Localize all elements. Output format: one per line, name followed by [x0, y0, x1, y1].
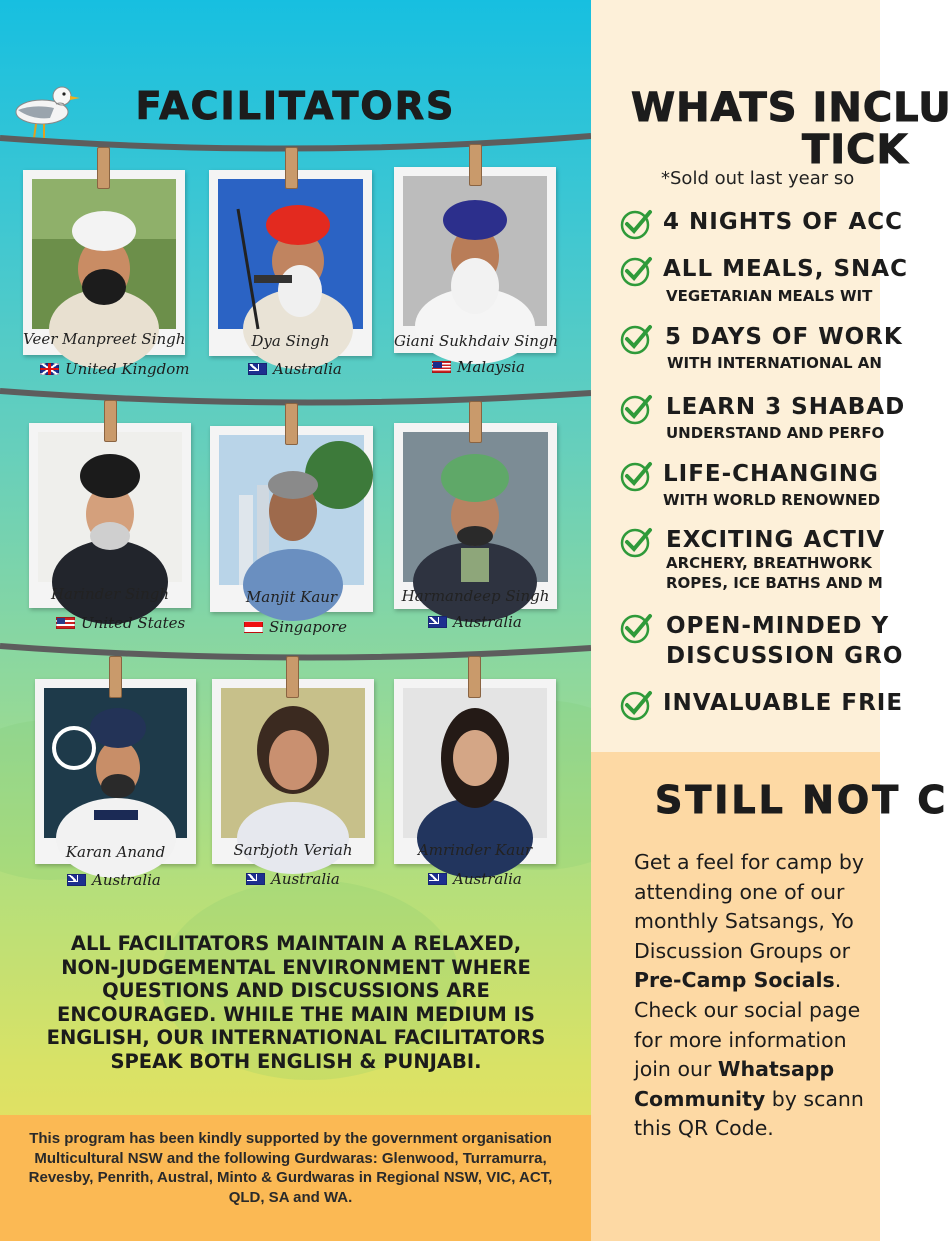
peg	[104, 400, 117, 442]
facilitator-name: Dya Singh	[251, 332, 330, 350]
facilitator-photo	[403, 176, 547, 326]
facilitator-card	[394, 167, 559, 353]
facilitator-name: Karan Anand	[65, 843, 166, 861]
peg	[285, 147, 298, 189]
still-line	[634, 1055, 894, 1085]
facilitator-photo	[219, 435, 364, 585]
usa-flag-icon	[56, 617, 75, 629]
country-label: Malaysia	[457, 358, 525, 376]
facilitator-country	[432, 358, 525, 376]
included-item-title: 5 DAYS OF WORK	[665, 324, 903, 350]
facilitators-title: FACILITATORS	[135, 84, 456, 128]
facilitator-name: Veer Manpreet Singh	[23, 330, 186, 348]
still-line: monthly Satsangs, Yo	[634, 909, 854, 934]
peg	[286, 656, 299, 698]
still-line: Check our social page	[634, 997, 861, 1022]
check-icon	[619, 392, 653, 426]
facilitator-photo	[218, 179, 363, 329]
included-item-subtitle: ARCHERY, BREATHWORK	[666, 554, 872, 572]
australia-flag-icon	[246, 873, 265, 885]
peg	[97, 147, 110, 189]
country-label: Australia	[273, 360, 342, 378]
included-item-title: LEARN 3 SHABAD	[666, 394, 906, 420]
still-line: for more information	[634, 1027, 847, 1052]
facilitator-photo	[38, 432, 182, 582]
facilitator-card	[394, 679, 556, 864]
still-line-tail: by scann	[765, 1086, 864, 1111]
facilitator-photo	[403, 688, 547, 838]
whatsapp-link[interactable]: Whatsapp	[717, 1057, 835, 1082]
facilitators-description: ALL FACILITATORS MAINTAIN A RELAXED, NON-JUDGEMENTAL ENVIRONMENT WHERE QUESTIONS AND DISCUSSIONS ARE ENCOURAGED. WHILE THE MAIN MEDIUM IS ENGLISH, OUR INTERNATIONAL FACILITATORS SPEAK BOTH ENGLISH & PUNJABI.	[46, 932, 546, 1073]
still-line-head: join our	[634, 1057, 718, 1082]
included-title-line2: TICK	[802, 127, 909, 173]
uk-flag-icon	[40, 363, 59, 375]
still-line	[634, 966, 894, 996]
facilitator-card	[210, 426, 373, 612]
peg	[469, 144, 482, 186]
check-icon	[619, 688, 653, 722]
included-item-subtitle: WITH INTERNATIONAL AN	[667, 354, 882, 372]
included-item-title: ALL MEALS, SNAC	[663, 256, 908, 282]
facilitator-country	[40, 360, 190, 378]
country-label: Australia	[453, 870, 522, 888]
included-item-subtitle: UNDERSTAND AND PERFO	[666, 424, 885, 442]
peg	[468, 656, 481, 698]
check-icon	[619, 254, 653, 288]
facilitator-name: Amrinder Kaur	[417, 841, 533, 859]
support-text: This program has been kindly supported by the government organisation Multicultural NSW and the following Gurdwaras: Glenwood, Turramurra, Revesby, Penrith, Austral, Minto & Gurdwaras in Regional NSW, VIC, ACT, QLD, SA and WA.	[28, 1130, 553, 1206]
facilitator-card	[35, 679, 196, 864]
facilitator-country	[67, 871, 161, 889]
community-link[interactable]: Community	[634, 1086, 766, 1111]
facilitator-name: Harinder Singh	[50, 585, 170, 603]
facilitator-photo	[44, 688, 187, 838]
still-line: this QR Code.	[634, 1116, 774, 1141]
facilitator-card	[23, 170, 185, 355]
australia-flag-icon	[428, 873, 447, 885]
facilitator-card	[212, 679, 374, 864]
included-title-line1: WHATS INCLU	[631, 85, 952, 131]
facilitator-name: Manjit Kaur	[245, 588, 338, 606]
included-item-title: EXCITING ACTIV	[666, 527, 886, 553]
pre-camp-socials-link[interactable]: Pre-Camp Socials	[634, 968, 835, 993]
included-item-subtitle: WITH WORLD RENOWNED	[663, 491, 881, 509]
check-icon	[619, 322, 653, 356]
check-icon	[619, 207, 653, 241]
facilitator-country	[428, 613, 522, 631]
singapore-flag-icon	[244, 621, 263, 633]
malaysia-flag-icon	[432, 361, 451, 373]
australia-flag-icon	[248, 363, 267, 375]
still-line: attending one of our	[634, 879, 845, 904]
australia-flag-icon	[67, 874, 86, 886]
facilitator-photo	[403, 432, 548, 582]
included-item-subtitle: ROPES, ICE BATHS AND M	[666, 574, 883, 592]
sold-out-note: *Sold out last year so	[661, 168, 855, 189]
included-item-title: OPEN-MINDED Y	[666, 613, 890, 639]
still-title: STILL NOT C	[655, 778, 949, 822]
country-label: United States	[81, 614, 186, 632]
facilitator-country	[428, 870, 522, 888]
included-item-title: INVALUABLE FRIE	[663, 690, 904, 716]
still-line-tail: .	[834, 968, 842, 993]
check-icon	[619, 459, 653, 493]
facilitator-card	[394, 423, 557, 609]
still-line: Discussion Groups or	[634, 938, 851, 963]
included-item-title: LIFE-CHANGING	[663, 461, 879, 487]
support-banner	[0, 1115, 591, 1241]
check-icon	[619, 611, 653, 645]
facilitator-card	[209, 170, 372, 356]
facilitator-photo	[221, 688, 365, 838]
country-label: Australia	[271, 870, 340, 888]
included-item-subtitle: VEGETARIAN MEALS WIT	[666, 287, 873, 305]
facilitator-photo	[32, 179, 176, 329]
still-not-convinced-panel	[591, 752, 949, 1241]
facilitator-country	[56, 614, 185, 632]
australia-flag-icon	[428, 616, 447, 628]
whats-included-panel	[591, 0, 952, 752]
still-line	[634, 1085, 894, 1115]
peg	[285, 403, 298, 445]
country-label: Australia	[92, 871, 161, 889]
facilitator-country	[244, 618, 347, 636]
facilitator-name: Harmandeep Singh	[401, 587, 550, 605]
peg	[109, 656, 122, 698]
still-text	[634, 848, 894, 1144]
check-icon	[619, 525, 653, 559]
country-label: Singapore	[269, 618, 347, 636]
still-line: Get a feel for camp by	[634, 850, 864, 874]
facilitator-name: Sarbjoth Veriah	[233, 841, 353, 859]
facilitator-name: Giani Sukhdaiv Singh	[394, 332, 559, 350]
country-label: Australia	[453, 613, 522, 631]
facilitator-country	[248, 360, 342, 378]
facilitator-country	[246, 870, 340, 888]
peg	[469, 401, 482, 443]
facilitator-card	[29, 423, 191, 608]
included-item-title: DISCUSSION GRO	[666, 643, 904, 669]
country-label: United Kingdom	[65, 360, 190, 378]
included-item-title: 4 NIGHTS OF ACC	[663, 209, 904, 235]
